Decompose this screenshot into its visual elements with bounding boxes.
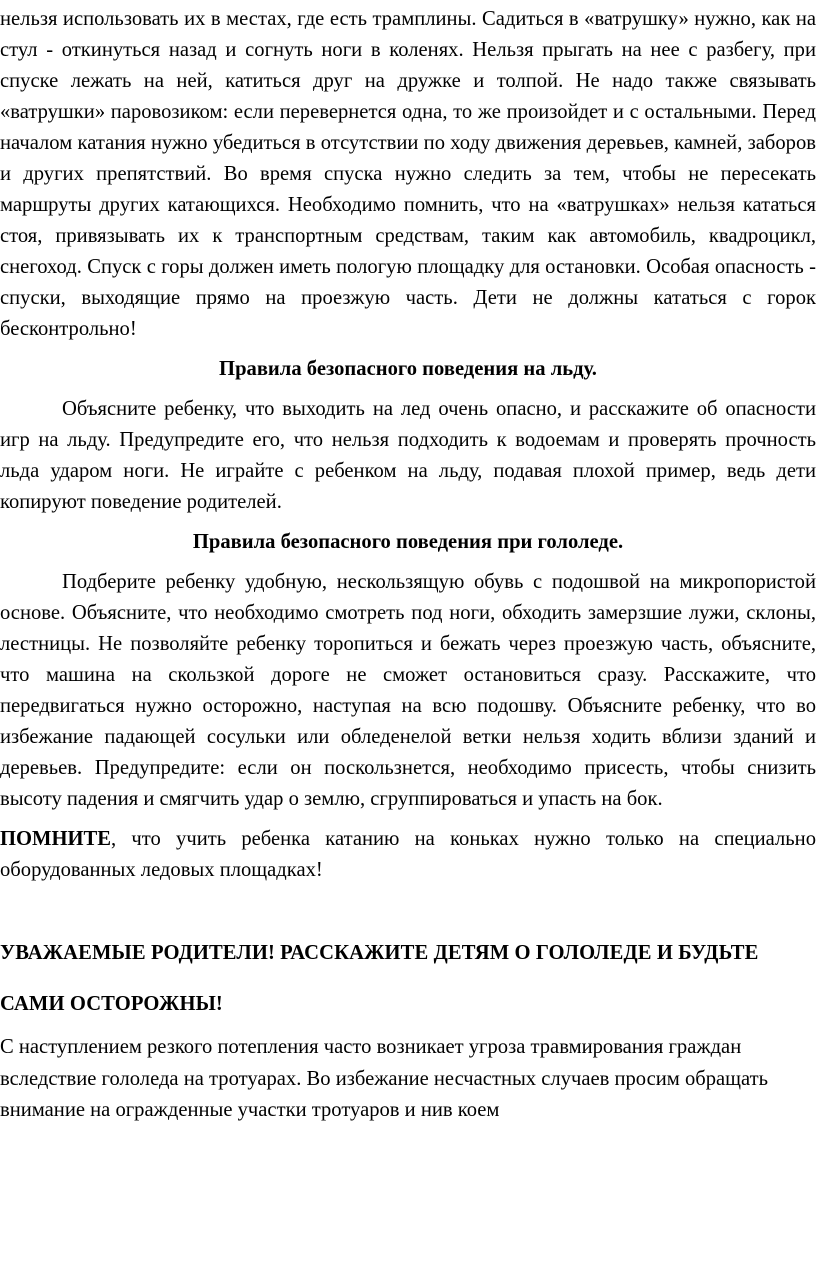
document-page	[0, 4, 816, 1127]
paragraph-tubing-rules: нельзя использовать их в местах, где есть трамплины. Садиться в «ватрушку» нужно, как на стул - откинуться назад и согнуть ноги в коленях. Нельзя прыгать на нее с разбегу, при спуске лежать на ней, катиться друг на дружке и толпой. Не надо также связывать «ватрушки» паровозиком: если перевернется одна, то же произойдет и с остальными. Перед началом катания нужно убедиться в отсутствии по ходу движения деревьев, камней, заборов и других препятствий. Во время спуска нужно следить за тем, чтобы не пересекать маршруты других катающихся. Необходимо помнить, что на «ватрушках» нельзя кататься стоя, привязывать их к транспортным средствам, таким как автомобиль, квадроцикл, снегоход. Спуск с горы должен иметь пологую площадку для остановки. Особая опасность - спуски, выходящие прямо на проезжую часть. Дети не должны кататься с горок бесконтрольно!	[0, 8, 816, 340]
paragraph-glaze-safety: Подберите ребенку удобную, нескользящую обувь с подошвой на микропористой основе. Объясните, что необходимо смотреть под ноги, обходить замерзшие лужи, склоны, лестницы. Не позволяйте ребенку торопиться и бежать через проезжую часть, объясните, что машина на скользкой дороге не сможет остановиться сразу. Расскажите, что передвигаться нужно осторожно, наступая на всю подошву. Объясните ребенку, что во избежание падающей сосульки или обледенелой ветки нельзя ходить вблизи зданий и деревьев. Предупредите: если он поскользнется, необходимо присесть, чтобы снизить высоту падения и смягчить удар о землю, сгруппироваться и упасть на бок.	[0, 571, 816, 810]
heading-parents-warning: УВАЖАЕМЫЕ РОДИТЕЛИ! РАССКАЖИТЕ ДЕТЯМ О ГОЛОЛЕДЕ И БУДЬТЕ САМИ ОСТОРОЖНЫ!	[0, 942, 759, 1015]
paragraph-thaw-warning: С наступлением резкого потепления часто возникает угроза травмирования граждан вследствие гололеда на тротуарах. Во избежание несчастных случаев просим обращать внимание на огражденные участки тротуаров и нив коем	[0, 1036, 769, 1121]
paragraph-ice-safety: Объясните ребенку, что выходить на лед очень опасно, и расскажите об опасности игр на льду. Предупредите его, что нельзя подходить к водоемам и проверять прочность льда ударом ноги. Не играйте с ребенком на льду, подавая плохой пример, ведь дети копируют поведение родителей.	[0, 398, 816, 513]
remember-emphasis: ПОМНИТЕ	[0, 828, 111, 850]
remember-text: , что учить ребенка катанию на коньках нужно только на специально оборудованных ледовых площадках!	[0, 828, 816, 881]
heading-ice-safety: Правила безопасного поведения на льду.	[219, 358, 597, 380]
paragraph-remember	[0, 824, 816, 886]
heading-glaze-safety: Правила безопасного поведения при гололеде.	[192, 531, 624, 553]
